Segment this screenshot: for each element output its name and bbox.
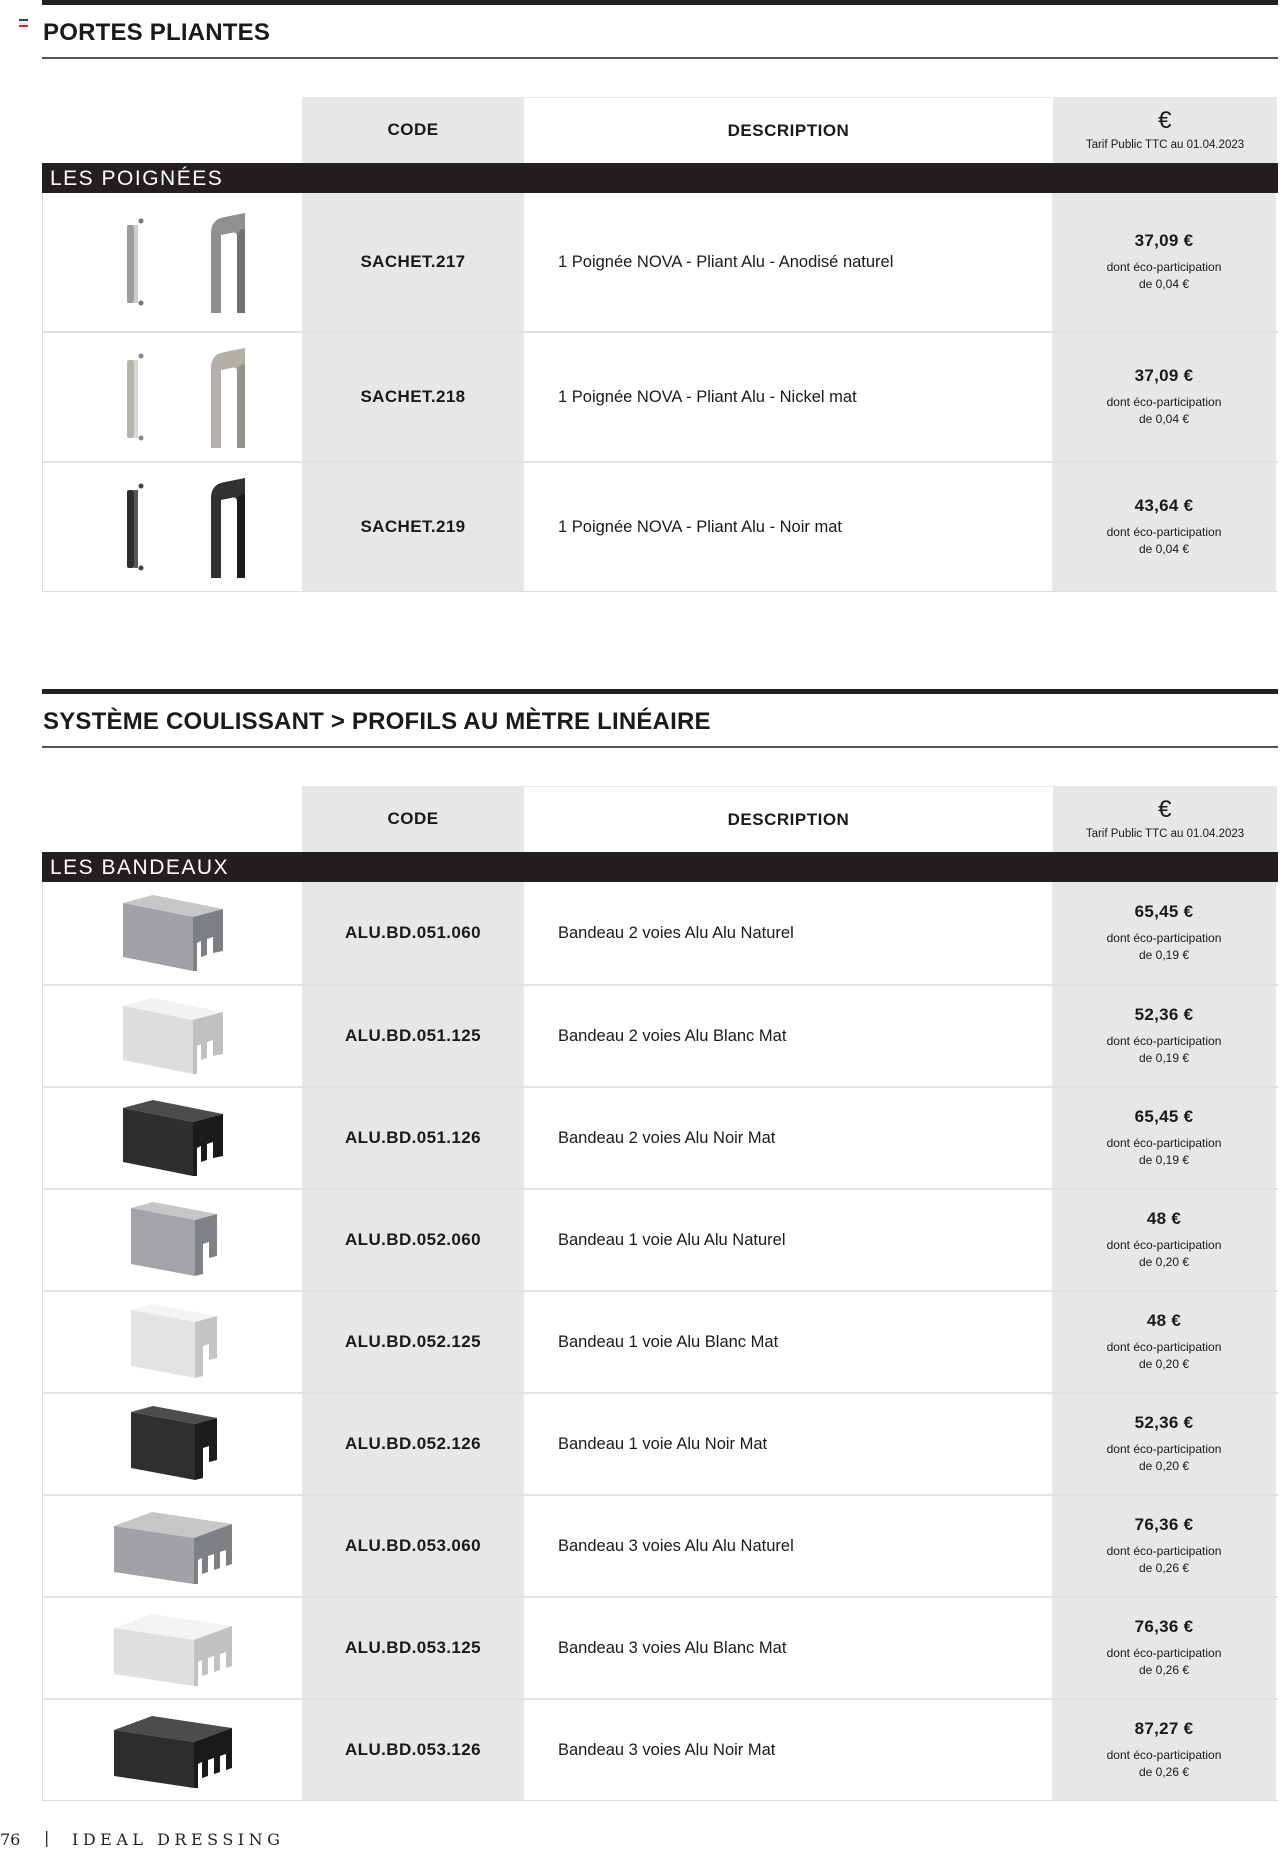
product-code: ALU.BD.052.060: [302, 1190, 524, 1290]
category-bar: LES BANDEAUX: [42, 852, 1278, 882]
price-value: 43,64 €: [1134, 496, 1194, 515]
product-description: Bandeau 1 voie Alu Blanc Mat: [558, 1332, 779, 1351]
table-row: [43, 1188, 1278, 1290]
profile-3-voies-image: [108, 1504, 238, 1588]
header-code: CODE: [301, 97, 524, 163]
product-price: [1052, 333, 1276, 461]
category-bar: LES POIGNÉES: [42, 163, 1278, 193]
product-code: SACHET.219: [302, 463, 524, 591]
product-price: [1052, 193, 1276, 331]
section-portes-pliantes: [42, 0, 1278, 59]
product-code: ALU.BD.051.125: [302, 986, 524, 1086]
product-image: [43, 463, 302, 591]
price-value: 37,09 €: [1134, 231, 1194, 250]
section-title: PORTES PLIANTES: [43, 19, 271, 46]
profile-1-voie-image: [113, 1402, 233, 1486]
price-value: 48 €: [1146, 1209, 1182, 1228]
price-value: 76,36 €: [1134, 1515, 1194, 1534]
product-price: [1052, 1292, 1276, 1392]
section-title: SYSTÈME COULISSANT > PROFILS AU MÈTRE LINÉAIRE: [43, 708, 711, 735]
eco-line-1: dont éco-participation: [1106, 525, 1222, 539]
product-image: [43, 986, 302, 1086]
table-row: [43, 331, 1278, 461]
product-image: [43, 1292, 302, 1392]
product-price: [1052, 986, 1276, 1086]
price-value: 52,36 €: [1134, 1413, 1194, 1432]
header-price: [1052, 786, 1277, 852]
product-code: ALU.BD.052.125: [302, 1292, 524, 1392]
eco-line-2: de 0,04 €: [1138, 412, 1190, 426]
product-code: SACHET.218: [302, 333, 524, 461]
product-description: Bandeau 1 voie Alu Alu Naturel: [558, 1230, 786, 1249]
product-image: [43, 1088, 302, 1188]
french-flag-icon: [19, 19, 28, 27]
eco-line-2: de 0,04 €: [1138, 277, 1190, 291]
product-price: [1052, 1700, 1276, 1800]
product-description: Bandeau 2 voies Alu Alu Naturel: [558, 923, 794, 942]
profile-1-voie-image: [113, 1300, 233, 1384]
product-code: ALU.BD.051.060: [302, 882, 524, 984]
product-description: Bandeau 2 voies Alu Noir Mat: [558, 1128, 776, 1147]
header-code: CODE: [301, 786, 524, 852]
product-code: ALU.BD.053.060: [302, 1496, 524, 1596]
table-header: [301, 786, 1277, 852]
price-value: 52,36 €: [1134, 1005, 1194, 1024]
product-description: Bandeau 3 voies Alu Blanc Mat: [558, 1638, 787, 1657]
product-description: 1 Poignée NOVA - Pliant Alu - Noir mat: [558, 517, 842, 536]
eco-line-1: dont éco-participation: [1106, 1238, 1222, 1252]
product-image: [43, 1496, 302, 1596]
product-image: [43, 1190, 302, 1290]
product-price: [1052, 1394, 1276, 1494]
product-code: ALU.BD.052.126: [302, 1394, 524, 1494]
header-tarif: Tarif Public TTC au 01.04.2023: [1085, 828, 1245, 840]
product-description: Bandeau 3 voies Alu Noir Mat: [558, 1740, 776, 1759]
product-price: [1052, 1088, 1276, 1188]
header-tarif: Tarif Public TTC au 01.04.2023: [1085, 139, 1245, 151]
flag-stripe-blue: [19, 19, 28, 21]
eco-line-2: de 0,20 €: [1138, 1357, 1190, 1371]
profile-1-voie-image: [113, 1198, 233, 1282]
footer-brand: IDEAL DRESSING: [72, 1830, 285, 1849]
eco-line-2: de 0,04 €: [1138, 542, 1190, 556]
eco-line-2: de 0,19 €: [1138, 1153, 1190, 1167]
table-row: [43, 984, 1278, 1086]
footer-separator: |: [44, 1828, 50, 1847]
eco-line-2: de 0,26 €: [1138, 1663, 1190, 1677]
eco-line-1: dont éco-participation: [1106, 1034, 1222, 1048]
section-rule: [42, 746, 1278, 748]
handle-image: [93, 203, 253, 321]
table-row: [43, 461, 1278, 591]
euro-icon: €: [1158, 796, 1172, 823]
table-row: [43, 1086, 1278, 1188]
product-code: SACHET.217: [302, 193, 524, 331]
table-row: [43, 1392, 1278, 1494]
profile-3-voies-image: [108, 1606, 238, 1690]
product-table: [42, 193, 1278, 592]
price-value: 87,27 €: [1134, 1719, 1194, 1738]
product-table: [42, 882, 1278, 1801]
eco-line-1: dont éco-participation: [1106, 1340, 1222, 1354]
product-description: Bandeau 2 voies Alu Blanc Mat: [558, 1026, 787, 1045]
profile-2-voies-image: [113, 891, 233, 975]
header-description: DESCRIPTION: [524, 786, 1052, 852]
eco-line-1: dont éco-participation: [1106, 931, 1222, 945]
profile-3-voies-image: [108, 1708, 238, 1792]
flag-stripe-red: [19, 25, 28, 27]
table-row: [43, 1290, 1278, 1392]
price-value: 37,09 €: [1134, 366, 1194, 385]
product-price: [1052, 1598, 1276, 1698]
price-value: 76,36 €: [1134, 1617, 1194, 1636]
table-row: [43, 1596, 1278, 1698]
profile-2-voies-image: [113, 994, 233, 1078]
eco-line-2: de 0,20 €: [1138, 1459, 1190, 1473]
table-row: [43, 193, 1278, 331]
profile-2-voies-image: [113, 1096, 233, 1180]
product-image: [43, 882, 302, 984]
eco-line-1: dont éco-participation: [1106, 395, 1222, 409]
product-image: [43, 1700, 302, 1800]
eco-line-2: de 0,20 €: [1138, 1255, 1190, 1269]
table-header: [301, 97, 1277, 163]
product-image: [43, 1598, 302, 1698]
product-description: 1 Poignée NOVA - Pliant Alu - Nickel mat: [558, 387, 857, 406]
product-price: [1052, 882, 1276, 984]
eco-line-2: de 0,26 €: [1138, 1561, 1190, 1575]
header-description: DESCRIPTION: [524, 97, 1052, 163]
eco-line-2: de 0,19 €: [1138, 1051, 1190, 1065]
flag-stripe-white: [19, 22, 28, 24]
table-row: [43, 1494, 1278, 1596]
product-code: ALU.BD.051.126: [302, 1088, 524, 1188]
eco-line-1: dont éco-participation: [1106, 260, 1222, 274]
eco-line-1: dont éco-participation: [1106, 1646, 1222, 1660]
eco-line-2: de 0,19 €: [1138, 948, 1190, 962]
product-image: [43, 1394, 302, 1494]
product-code: ALU.BD.053.125: [302, 1598, 524, 1698]
price-value: 48 €: [1146, 1311, 1182, 1330]
section-rule: [42, 57, 1278, 59]
product-price: [1052, 463, 1276, 591]
product-description: Bandeau 1 voie Alu Noir Mat: [558, 1434, 768, 1453]
eco-line-2: de 0,26 €: [1138, 1765, 1190, 1779]
page-number: 76: [0, 1830, 21, 1849]
product-price: [1052, 1190, 1276, 1290]
product-image: [43, 193, 302, 331]
eco-line-1: dont éco-participation: [1106, 1442, 1222, 1456]
table-row: [43, 1698, 1278, 1800]
table-row: [43, 882, 1278, 984]
product-code: ALU.BD.053.126: [302, 1700, 524, 1800]
price-value: 65,45 €: [1134, 902, 1194, 921]
handle-image: [93, 468, 253, 586]
handle-image: [93, 338, 253, 456]
product-image: [43, 333, 302, 461]
euro-icon: €: [1158, 107, 1172, 134]
eco-line-1: dont éco-participation: [1106, 1748, 1222, 1762]
product-description: Bandeau 3 voies Alu Alu Naturel: [558, 1536, 794, 1555]
product-price: [1052, 1496, 1276, 1596]
price-value: 65,45 €: [1134, 1107, 1194, 1126]
eco-line-1: dont éco-participation: [1106, 1136, 1222, 1150]
section-systeme-coulissant: [42, 689, 1278, 748]
header-price: [1052, 97, 1277, 163]
eco-line-1: dont éco-participation: [1106, 1544, 1222, 1558]
product-description: 1 Poignée NOVA - Pliant Alu - Anodisé naturel: [558, 252, 894, 271]
